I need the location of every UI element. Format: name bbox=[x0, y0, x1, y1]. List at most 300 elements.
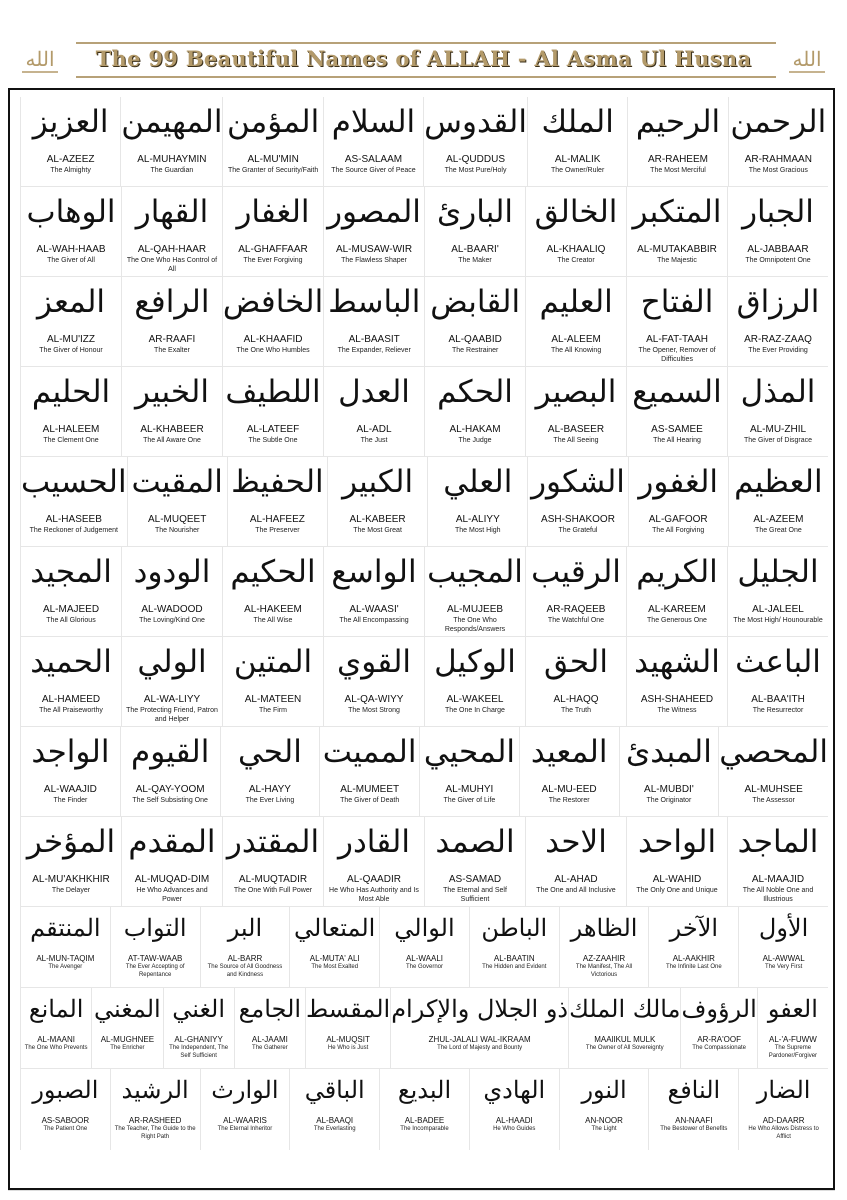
meaning: The Great One bbox=[755, 527, 802, 534]
meaning: He Who Allows Distress to Afflict bbox=[748, 1126, 819, 1140]
meaning: He Who Guides bbox=[493, 1126, 536, 1132]
title-top-rule bbox=[76, 42, 776, 44]
transliteration: AL-MALIK bbox=[554, 154, 601, 165]
meaning: The Teacher, The Guide to the Right Path bbox=[114, 1126, 196, 1140]
arabic-calligraphy: السلام bbox=[331, 104, 416, 140]
names-row bbox=[20, 637, 828, 727]
name-cell bbox=[20, 727, 120, 817]
meaning: The One Who Prevents bbox=[24, 1045, 88, 1051]
meaning: The Manifest, The All Victorious bbox=[575, 964, 633, 978]
name-cell bbox=[519, 727, 619, 817]
transliteration: AL-MUQEET bbox=[148, 514, 207, 525]
transliteration: AL-MUHAYMIN bbox=[137, 154, 207, 165]
meaning: The One In Charge bbox=[445, 707, 505, 714]
arabic-calligraphy: الصبور bbox=[32, 1076, 99, 1104]
arabic-calligraphy: العدل bbox=[338, 374, 410, 410]
transliteration: AL-KHAALIQ bbox=[546, 244, 606, 255]
arabic-calligraphy: العزيز bbox=[32, 104, 109, 140]
name-cell bbox=[121, 547, 222, 637]
arabic-calligraphy: الغني bbox=[172, 995, 226, 1023]
arabic-calligraphy: الحق bbox=[544, 644, 608, 680]
name-cell bbox=[200, 1069, 290, 1150]
arabic-calligraphy: العليم bbox=[539, 284, 613, 320]
meaning: The Guardian bbox=[150, 167, 194, 174]
name-cell bbox=[222, 277, 323, 367]
name-cell bbox=[423, 97, 527, 187]
arabic-calligraphy: العفو bbox=[767, 995, 818, 1023]
meaning: The Most High/ Hounourable bbox=[733, 617, 823, 624]
arabic-calligraphy: المانع bbox=[28, 995, 84, 1023]
meaning: The Just bbox=[360, 437, 388, 444]
arabic-calligraphy: الرقيب bbox=[531, 554, 621, 590]
meaning: The Most High bbox=[455, 527, 501, 534]
transliteration: AL-MUHYI bbox=[445, 784, 494, 795]
transliteration: AL-MU'MIN bbox=[247, 154, 299, 165]
meaning: The Everlasting bbox=[313, 1126, 356, 1132]
transliteration: AL-LATEEF bbox=[246, 424, 300, 435]
arabic-calligraphy: المميت bbox=[322, 734, 417, 770]
arabic-calligraphy: الحميد bbox=[30, 644, 112, 680]
title-bottom-rule bbox=[76, 76, 776, 78]
arabic-calligraphy: الخالق bbox=[534, 194, 618, 230]
name-cell bbox=[648, 1069, 738, 1150]
transliteration: AL-HAADI bbox=[495, 1116, 533, 1125]
transliteration: AL-GAFOOR bbox=[648, 514, 708, 525]
arabic-calligraphy: الباقي bbox=[304, 1076, 365, 1104]
name-cell bbox=[323, 817, 424, 907]
name-cell bbox=[91, 988, 162, 1069]
name-cell bbox=[626, 547, 727, 637]
transliteration: AL-WAKEEL bbox=[446, 694, 504, 705]
arabic-calligraphy: ذو الجلال والإكرام bbox=[391, 995, 569, 1023]
transliteration: MAAlIKUL MULK bbox=[594, 1035, 656, 1044]
meaning: The Watchful One bbox=[547, 617, 605, 624]
meaning: The Protecting Friend, Patron and Helper bbox=[126, 707, 218, 723]
name-cell bbox=[727, 817, 828, 907]
meaning: The Resurrector bbox=[752, 707, 804, 714]
meaning: The Restrainer bbox=[452, 347, 499, 354]
name-cell bbox=[427, 457, 527, 547]
name-cell bbox=[424, 277, 525, 367]
meaning: The All Aware One bbox=[143, 437, 201, 444]
meaning: The Omnipotent One bbox=[745, 257, 811, 264]
meaning: The Opener, Remover of Difficulties bbox=[638, 347, 716, 363]
arabic-calligraphy: النافع bbox=[667, 1076, 721, 1104]
arabic-calligraphy: المهيمن bbox=[121, 104, 223, 140]
transliteration: AL-MUQAD-DIM bbox=[134, 874, 210, 885]
arabic-calligraphy: الحي bbox=[237, 734, 302, 770]
meaning: The Delayer bbox=[51, 887, 91, 894]
arabic-calligraphy: التواب bbox=[123, 914, 187, 942]
arabic-calligraphy: المحصي bbox=[719, 734, 828, 770]
meaning: The Originator bbox=[646, 797, 692, 804]
transliteration: AL-HAMEED bbox=[41, 694, 101, 705]
transliteration: AL-MU-ZHIL bbox=[749, 424, 807, 435]
name-cell bbox=[738, 907, 828, 988]
arabic-calligraphy: الشهيد bbox=[634, 644, 720, 680]
transliteration: AL-WAASI' bbox=[349, 604, 399, 615]
arabic-calligraphy: الولي bbox=[137, 644, 207, 680]
meaning: The All Hearing bbox=[653, 437, 701, 444]
transliteration: AL-KABEER bbox=[349, 514, 406, 525]
arabic-calligraphy: الرحمن bbox=[730, 104, 827, 140]
meaning: The Most Strong bbox=[348, 707, 400, 714]
meaning: The Exalter bbox=[154, 347, 190, 354]
transliteration: AL-QA-WIYY bbox=[344, 694, 404, 705]
arabic-calligraphy: العلي bbox=[443, 464, 513, 500]
arabic-calligraphy: القوي bbox=[336, 644, 412, 680]
names-row bbox=[20, 988, 828, 1069]
name-cell bbox=[628, 457, 728, 547]
name-cell bbox=[424, 637, 525, 727]
meaning: The Almighty bbox=[50, 167, 91, 174]
arabic-calligraphy: الواجد bbox=[31, 734, 110, 770]
arabic-calligraphy: المحيي bbox=[423, 734, 515, 770]
arabic-calligraphy: المغني bbox=[94, 995, 161, 1023]
arabic-calligraphy: الرؤوف bbox=[681, 995, 757, 1023]
meaning: The Maker bbox=[458, 257, 492, 264]
arabic-calligraphy: الباعث bbox=[735, 644, 821, 680]
meaning: The Preserver bbox=[255, 527, 300, 534]
arabic-calligraphy: الحكيم bbox=[230, 554, 316, 590]
transliteration: AL-WAAJID bbox=[43, 784, 97, 795]
name-cell bbox=[323, 367, 424, 457]
transliteration: AL-AZEEZ bbox=[46, 154, 95, 165]
transliteration: AL-JALEEL bbox=[752, 604, 804, 615]
transliteration: AL-HASEEB bbox=[45, 514, 102, 525]
transliteration: AL-HAFEEZ bbox=[249, 514, 305, 525]
meaning: The Lord of Majesty and Bounty bbox=[437, 1045, 523, 1051]
transliteration: AL-HAKAM bbox=[449, 424, 501, 435]
arabic-calligraphy: المقدم bbox=[128, 824, 216, 860]
arabic-calligraphy: الآخر bbox=[669, 914, 719, 942]
transliteration: AL-WAALI bbox=[405, 954, 443, 963]
name-cell bbox=[718, 727, 828, 817]
meaning: The Incomparable bbox=[400, 1126, 449, 1132]
name-cell bbox=[120, 727, 220, 817]
name-cell bbox=[20, 367, 121, 457]
name-cell bbox=[20, 907, 110, 988]
arabic-calligraphy: الجامع bbox=[238, 995, 302, 1023]
transliteration: AL-WAH-HAAB bbox=[36, 244, 106, 255]
meaning: The Patient One bbox=[43, 1126, 88, 1132]
logo-text-left: الله bbox=[25, 47, 55, 71]
name-cell bbox=[648, 907, 738, 988]
transliteration: AL-WADOOD bbox=[141, 604, 203, 615]
meaning: The Ever Living bbox=[245, 797, 295, 804]
meaning: The Avenger bbox=[48, 964, 83, 970]
meaning: The Truth bbox=[561, 707, 591, 714]
name-cell bbox=[323, 187, 424, 277]
arabic-calligraphy: الفتاح bbox=[640, 284, 714, 320]
name-cell bbox=[424, 817, 525, 907]
name-cell bbox=[527, 457, 627, 547]
name-cell bbox=[222, 187, 323, 277]
arabic-calligraphy: الخبير bbox=[135, 374, 209, 410]
arabic-calligraphy: القيوم bbox=[131, 734, 210, 770]
name-cell bbox=[323, 277, 424, 367]
transliteration: AL-MUBDI' bbox=[644, 784, 694, 795]
arabic-calligraphy: الحسيب bbox=[21, 464, 127, 500]
meaning: The Ever Providing bbox=[748, 347, 808, 354]
arabic-calligraphy: المقتدر bbox=[226, 824, 320, 860]
meaning: The Giver of Disgrace bbox=[743, 437, 813, 444]
name-cell bbox=[20, 97, 120, 187]
meaning: The Gatherer bbox=[252, 1045, 288, 1051]
name-cell bbox=[20, 637, 121, 727]
arabic-calligraphy: البديع bbox=[397, 1076, 452, 1104]
name-cell bbox=[727, 187, 828, 277]
arabic-calligraphy: المجيد bbox=[30, 554, 112, 590]
meaning: The All Glorious bbox=[46, 617, 96, 624]
transliteration: AL-BAASIT bbox=[348, 334, 400, 345]
name-cell bbox=[626, 187, 727, 277]
arabic-calligraphy: الضار bbox=[756, 1076, 811, 1104]
meaning: The One Who Humbles bbox=[236, 347, 310, 354]
name-cell bbox=[222, 817, 323, 907]
logo-text-right: الله bbox=[792, 47, 822, 71]
transliteration: AL-HAKEEM bbox=[244, 604, 302, 615]
name-cell bbox=[379, 907, 469, 988]
name-cell bbox=[220, 727, 320, 817]
transliteration: AL-ALIYY bbox=[455, 514, 500, 525]
transliteration: AL-MUJEEB bbox=[446, 604, 504, 615]
arabic-calligraphy: الوكيل bbox=[434, 644, 516, 680]
arabic-calligraphy: الرحيم bbox=[635, 104, 721, 140]
meaning: The Witness bbox=[657, 707, 697, 714]
name-cell bbox=[289, 907, 379, 988]
meaning: The Only One and Unique bbox=[636, 887, 718, 894]
meaning: The One Who Has Control of All bbox=[126, 257, 218, 273]
meaning: The Subtle One bbox=[248, 437, 298, 444]
arabic-calligraphy: البارئ bbox=[436, 194, 514, 230]
meaning: The Grateful bbox=[558, 527, 598, 534]
name-cell bbox=[619, 727, 719, 817]
transliteration: AL-BARR bbox=[227, 954, 263, 963]
arabic-calligraphy: الصمد bbox=[435, 824, 515, 860]
transliteration: AL-MAANI bbox=[37, 1035, 76, 1044]
meaning: The Hidden and Evident bbox=[482, 964, 547, 970]
name-cell bbox=[222, 97, 322, 187]
meaning: The Ever Accepting of Repentance bbox=[125, 964, 185, 978]
transliteration: AL-MUN-TAQIM bbox=[36, 954, 95, 963]
meaning: The Restorer bbox=[548, 797, 590, 804]
names-row bbox=[20, 817, 828, 907]
transliteration: AL-GHAFFAAR bbox=[238, 244, 308, 255]
name-cell bbox=[20, 1069, 110, 1150]
transliteration: AL-ADL bbox=[356, 424, 392, 435]
name-cell bbox=[20, 187, 121, 277]
name-cell bbox=[559, 1069, 649, 1150]
meaning: The All Forgiving bbox=[652, 527, 705, 534]
transliteration: AL-QUDDUS bbox=[446, 154, 505, 165]
name-cell bbox=[727, 277, 828, 367]
name-cell bbox=[626, 367, 727, 457]
transliteration: AL-MUMEET bbox=[340, 784, 400, 795]
name-cell bbox=[469, 907, 559, 988]
names-row bbox=[20, 97, 828, 187]
meaning: The Source of All Goodness and Kindness bbox=[207, 964, 283, 978]
name-cell bbox=[234, 988, 305, 1069]
name-cell bbox=[757, 988, 828, 1069]
name-cell bbox=[727, 367, 828, 457]
meaning: The All Encompassing bbox=[339, 617, 409, 624]
arabic-calligraphy: الشكور bbox=[531, 464, 625, 500]
meaning: The Very First bbox=[764, 964, 803, 970]
arabic-calligraphy: العظيم bbox=[734, 464, 823, 500]
arabic-calligraphy: الحليم bbox=[31, 374, 111, 410]
arabic-calligraphy: الرشيد bbox=[121, 1076, 189, 1104]
transliteration: AL-HALEEM bbox=[42, 424, 100, 435]
transliteration: AL-BAA'ITH bbox=[751, 694, 805, 705]
name-cell bbox=[20, 817, 121, 907]
arabic-calligraphy: الماجد bbox=[737, 824, 819, 860]
arabic-calligraphy: الكبير bbox=[342, 464, 414, 500]
meaning: He Who is Just bbox=[327, 1045, 369, 1051]
meaning: The All Noble One and Illustrious bbox=[742, 887, 814, 903]
transliteration: AT-TAW-WAAB bbox=[127, 954, 183, 963]
transliteration: AL-QAABID bbox=[448, 334, 502, 345]
transliteration: ASH-SHAKOOR bbox=[541, 514, 615, 525]
transliteration: AL-AAKHIR bbox=[672, 954, 715, 963]
names-row bbox=[20, 907, 828, 988]
meaning: The Enricher bbox=[110, 1045, 145, 1051]
name-cell bbox=[20, 547, 121, 637]
meaning: The Expander, Reliever bbox=[337, 347, 411, 354]
name-cell bbox=[327, 457, 427, 547]
transliteration: AL-KHABEER bbox=[140, 424, 204, 435]
allah-calligraphy-logo-left bbox=[18, 40, 62, 78]
arabic-calligraphy: الاحد bbox=[545, 824, 607, 860]
transliteration: AL-FAT-TAAH bbox=[646, 334, 708, 345]
transliteration: AR-RAAFI bbox=[148, 334, 196, 345]
name-cell bbox=[121, 817, 222, 907]
transliteration: AL-MU-EED bbox=[541, 784, 597, 795]
meaning: The Clement One bbox=[43, 437, 99, 444]
arabic-calligraphy: المعز bbox=[36, 284, 106, 320]
arabic-calligraphy: القابض bbox=[430, 284, 521, 320]
name-cell bbox=[680, 988, 756, 1069]
name-cell bbox=[222, 367, 323, 457]
transliteration: AR-RAHEEM bbox=[647, 154, 708, 165]
arabic-calligraphy: القادر bbox=[338, 824, 410, 860]
arabic-calligraphy: المتكبر bbox=[632, 194, 722, 230]
name-cell bbox=[424, 547, 525, 637]
name-cell bbox=[626, 277, 727, 367]
transliteration: AL-MU'AKHKHIR bbox=[32, 874, 110, 885]
names-grid bbox=[20, 97, 828, 1150]
meaning: The Creator bbox=[557, 257, 595, 264]
transliteration: AN-NOOR bbox=[585, 1116, 623, 1125]
name-cell bbox=[289, 1069, 379, 1150]
meaning: The Owner/Ruler bbox=[550, 167, 605, 174]
meaning: The Firm bbox=[259, 707, 287, 714]
transliteration: AL-MUGHNEE bbox=[100, 1035, 155, 1044]
name-cell bbox=[525, 277, 626, 367]
transliteration: AL-JAAMI bbox=[251, 1035, 288, 1044]
meaning: The Giver of Honour bbox=[39, 347, 103, 354]
arabic-calligraphy: الملك bbox=[541, 104, 614, 140]
arabic-calligraphy: الواسع bbox=[331, 554, 417, 590]
page-title: The 99 Beautiful Names of ALLAH - Al Asma Ul Husna bbox=[95, 46, 752, 71]
meaning: The Reckoner of Judgement bbox=[29, 527, 118, 534]
transliteration: AL-MATEEN bbox=[244, 694, 302, 705]
transliteration: AD-DAARR bbox=[762, 1116, 805, 1125]
transliteration: AR-RAHMAAN bbox=[744, 154, 812, 165]
arabic-calligraphy: المتين bbox=[233, 644, 313, 680]
transliteration: AL-MUQSIT bbox=[326, 1035, 370, 1044]
name-cell bbox=[469, 1069, 559, 1150]
name-cell bbox=[222, 547, 323, 637]
meaning: The Giver of Life bbox=[443, 797, 496, 804]
meaning: The Self Subsisting One bbox=[132, 797, 208, 804]
transliteration: AL-AWWAL bbox=[762, 954, 805, 963]
meaning: The Giver of All bbox=[47, 257, 95, 264]
transliteration: AL-BAARI' bbox=[451, 244, 499, 255]
arabic-calligraphy: القهار bbox=[135, 194, 209, 230]
meaning: The Assessor bbox=[752, 797, 795, 804]
meaning: The Governor bbox=[405, 964, 443, 970]
meaning: The Compassionate bbox=[692, 1045, 746, 1051]
name-cell bbox=[323, 547, 424, 637]
transliteration: AR-RA'OOF bbox=[697, 1035, 741, 1044]
arabic-calligraphy: الغفور bbox=[638, 464, 719, 500]
meaning: The Flawless Shaper bbox=[341, 257, 407, 264]
transliteration: AL-BAAQI bbox=[316, 1116, 354, 1125]
meaning: The One With Full Power bbox=[233, 887, 313, 894]
arabic-calligraphy: السميع bbox=[632, 374, 722, 410]
name-cell bbox=[525, 187, 626, 277]
meaning: The Generous One bbox=[647, 617, 707, 624]
transliteration: AL-HAQQ bbox=[553, 694, 599, 705]
meaning: The One and All Inclusive bbox=[536, 887, 616, 894]
name-cell bbox=[222, 637, 323, 727]
arabic-calligraphy: الرافع bbox=[134, 284, 210, 320]
arabic-calligraphy: المذل bbox=[740, 374, 816, 410]
arabic-calligraphy: المبدئ bbox=[625, 734, 712, 770]
arabic-calligraphy: الأول bbox=[758, 914, 809, 942]
name-cell bbox=[323, 637, 424, 727]
transliteration: AR-RAQEEB bbox=[546, 604, 606, 615]
names-row bbox=[20, 367, 828, 457]
transliteration: AL-QAY-YOOM bbox=[135, 784, 205, 795]
arabic-calligraphy: الودود bbox=[133, 554, 211, 590]
name-cell bbox=[227, 457, 327, 547]
arabic-calligraphy: الحكم bbox=[437, 374, 513, 410]
arabic-calligraphy: الواحد bbox=[637, 824, 717, 860]
arabic-calligraphy: الرزاق bbox=[736, 284, 820, 320]
name-cell bbox=[525, 367, 626, 457]
meaning: The Light bbox=[591, 1126, 617, 1132]
name-cell bbox=[120, 97, 222, 187]
meaning: The One Who Responds/Answers bbox=[444, 617, 506, 633]
name-cell bbox=[305, 988, 390, 1069]
name-cell bbox=[627, 97, 727, 187]
name-cell bbox=[323, 97, 423, 187]
meaning: The Giver of Death bbox=[340, 797, 400, 804]
transliteration: AS-SALAAM bbox=[344, 154, 403, 165]
meaning: The Eternal and Self Sufficient bbox=[443, 887, 507, 903]
transliteration: AZ-ZAAHIR bbox=[582, 954, 626, 963]
transliteration: AL-MAAJID bbox=[751, 874, 805, 885]
meaning: The Loving/Kind One bbox=[139, 617, 205, 624]
arabic-calligraphy: الجبار bbox=[742, 194, 814, 230]
name-cell bbox=[121, 277, 222, 367]
transliteration: AR-RAZ-ZAAQ bbox=[744, 334, 812, 345]
arabic-calligraphy: مالك الملك bbox=[569, 995, 681, 1023]
header bbox=[0, 0, 847, 88]
arabic-calligraphy: النور bbox=[581, 1076, 627, 1104]
